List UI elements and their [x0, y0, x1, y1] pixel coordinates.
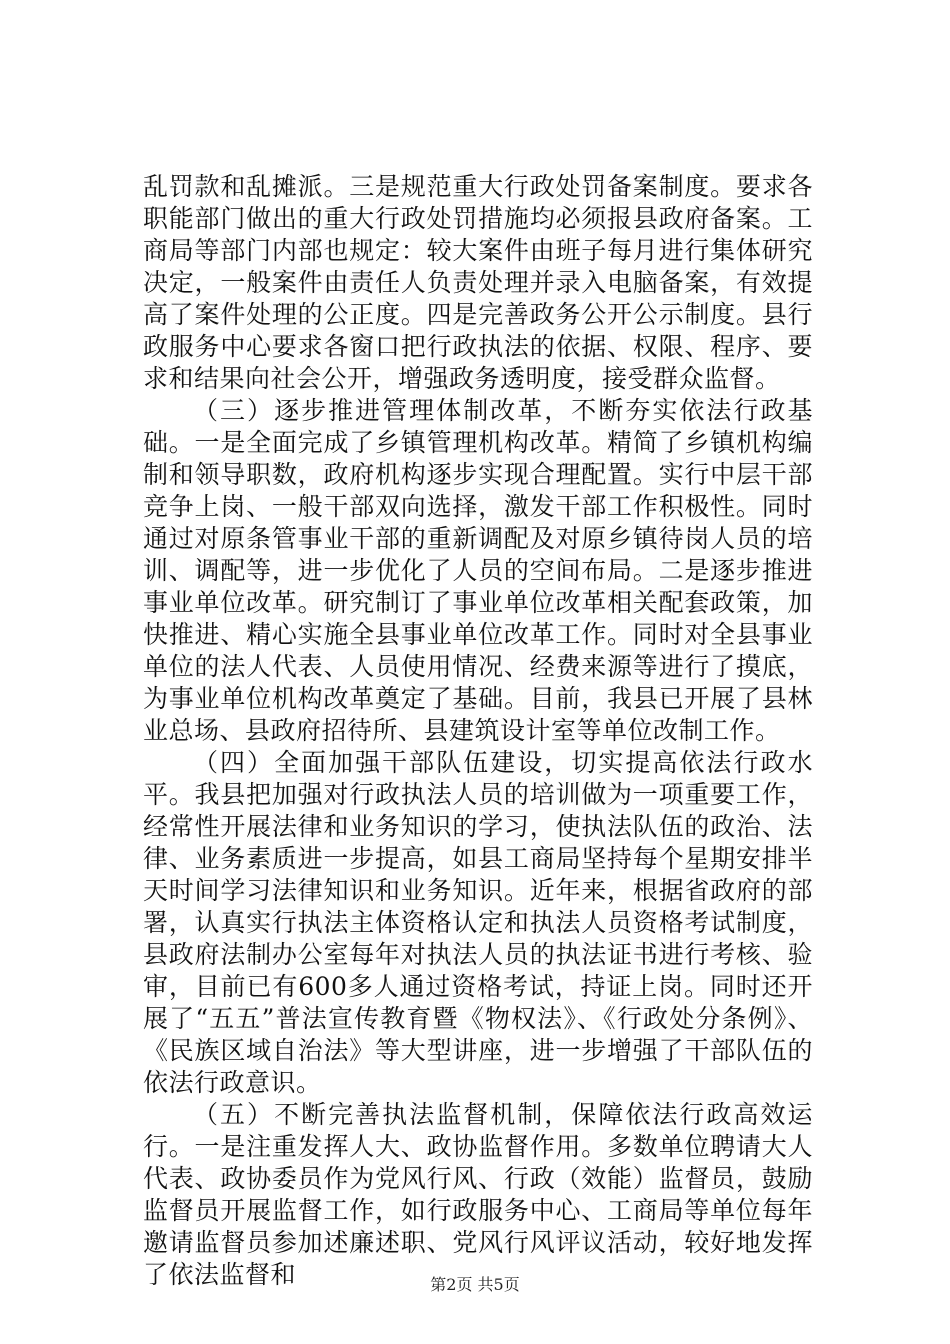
paragraph-section-4: （四）全面加强干部队伍建设，切实提高依法行政水平。我县把加强对行政执法人员的培训做为一项重要工作，经常性开展法律和业务知识的学习，使执法队伍的政治、法律、业务素质进一步提高，如县工商局坚持每个星期安排半天时间学习法律知识和业务知识。近年来，根据省政府的部署，认真实行执法主体资格认定和执法人员资格考试制度，县政府法制办公室每年对执法人员的执法证书进行考核、验审，目前已有600多人通过资格考试，持证上岗。同时还开展了“五五”普法宣传教育暨《物权法》、《行政处分条例》、《民族区域自治法》等大型讲座，进一步增强了干部队伍的依法行政意识。 — [143, 748, 813, 1097]
paragraph-section-3: （三）逐步推进管理体制改革，不断夯实依法行政基础。一是全面完成了乡镇管理机构改革。精简了乡镇机构编制和领导职数，政府机构逐步实现合理配置。实行中层干部竞争上岗、一般干部双向选择，激发干部工作积极性。同时通过对原条管事业干部的重新调配及对原乡镇待岗人员的培训、调配等，进一步优化了人员的空间布局。二是逐步推进事业单位改革。研究制订了事业单位改革相关配套政策，加快推进、精心实施全县事业单位改革工作。同时对全县事业单位的法人代表、人员使用情况、经费来源等进行了摸底，为事业单位机构改革奠定了基础。目前，我县已开展了县林业总场、县政府招待所、县建筑设计室等单位改制工作。 — [143, 396, 813, 745]
paragraph-continued: 乱罚款和乱摊派。三是规范重大行政处罚备案制度。要求各职能部门做出的重大行政处罚措施均必须报县政府备案。工商局等部门内部也规定：较大案件由班子每月进行集体研究决定，一般案件由责任人负责处理并录入电脑备案，有效提高了案件处理的公正度。四是完善政务公开公示制度。县行政服务中心要求各窗口把行政执法的依据、权限、程序、要求和结果向社会公开，增强政务透明度，接受群众监督。 — [143, 172, 813, 393]
paragraph-section-5: （五）不断完善执法监督机制，保障依法行政高效运行。一是注重发挥人大、政协监督作用。多数单位聘请大人代表、政协委员作为党风行风、行政（效能）监督员，鼓励监督员开展监督工作，如行政服务中心、工商局等单位每年邀请监督员参加述廉述职、党风行风评议活动，较好地发挥了依法监督和 — [143, 1100, 813, 1289]
document-body — [143, 171, 813, 1291]
page-number-footer: 第2页 共5页 — [430, 1275, 520, 1294]
